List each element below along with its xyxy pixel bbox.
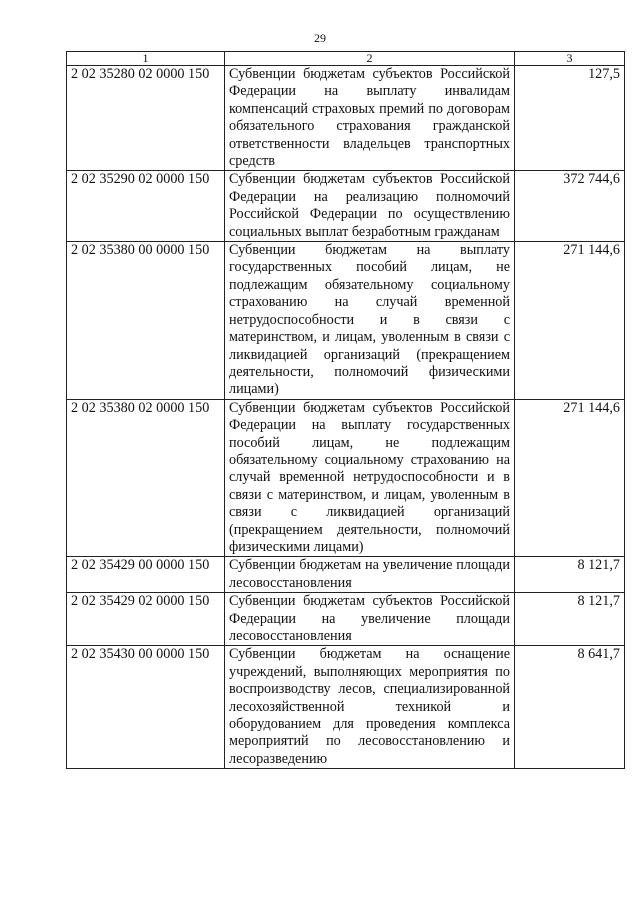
table-row — [67, 66, 625, 171]
table-row — [67, 171, 625, 242]
row-code: 2 02 35429 02 0000 150 — [67, 593, 225, 646]
table-row — [67, 593, 625, 646]
row-code: 2 02 35280 02 0000 150 — [67, 66, 225, 171]
page-number: 29 — [314, 31, 326, 45]
row-code: 2 02 35429 00 0000 150 — [67, 557, 225, 593]
row-amount: 271 144,6 — [515, 399, 625, 557]
row-description: Субвенции бюджетам субъектов Российской Федерации на выплату инвалидам компенсаций страховых премий по договорам обязательного страхования гражданской ответственности владельцев транспортных средств — [225, 66, 515, 171]
row-description: Субвенции бюджетам субъектов Российской Федерации на реализацию полномочий Российской Федерации по осуществлению социальных выплат безработным гражданам — [225, 171, 515, 242]
row-code: 2 02 35430 00 0000 150 — [67, 646, 225, 769]
row-amount: 8 121,7 — [515, 557, 625, 593]
row-amount: 271 144,6 — [515, 242, 625, 400]
row-amount: 372 744,6 — [515, 171, 625, 242]
row-amount: 8 121,7 — [515, 593, 625, 646]
revenue-table — [66, 51, 625, 769]
row-code: 2 02 35380 02 0000 150 — [67, 399, 225, 557]
table-row — [67, 399, 625, 557]
row-code: 2 02 35290 02 0000 150 — [67, 171, 225, 242]
column-header-code: 1 — [67, 52, 225, 66]
row-amount: 8 641,7 — [515, 646, 625, 769]
row-description: Субвенции бюджетам на увеличение площади лесовосстановления — [225, 557, 515, 593]
column-header-amount: 3 — [515, 52, 625, 66]
table-row — [67, 242, 625, 400]
row-description: Субвенции бюджетам субъектов Российской Федерации на выплату государственных пособий лицам, не подлежащим обязательному социальному страхованию на случай временной нетрудоспособности и в связи с материнством, и лицам, уволенным в связи с ликвидацией организаций (прекращением деятельности, полномочий физическими лицами) — [225, 399, 515, 557]
table-row — [67, 557, 625, 593]
row-description: Субвенции бюджетам субъектов Российской Федерации на увеличение площади лесовосстановления — [225, 593, 515, 646]
table-header-row — [67, 52, 625, 66]
row-amount: 127,5 — [515, 66, 625, 171]
column-header-description: 2 — [225, 52, 515, 66]
row-description: Субвенции бюджетам на выплату государственных пособий лицам, не подлежащим обязательному социальному страхованию на случай временной нетрудоспособности и в связи с материнством, и лицам, уволенным в связи с ликвидацией организаций (прекращением деятельности, полномочий физическими лицами) — [225, 242, 515, 400]
row-description: Субвенции бюджетам на оснащение учреждений, выполняющих мероприятия по воспроизводству лесов, специализированной лесохозяйственной техникой и оборудованием для проведения комплекса мероприятий по лесовосстановлению и лесоразведению — [225, 646, 515, 769]
table-row — [67, 646, 625, 769]
row-code: 2 02 35380 00 0000 150 — [67, 242, 225, 400]
